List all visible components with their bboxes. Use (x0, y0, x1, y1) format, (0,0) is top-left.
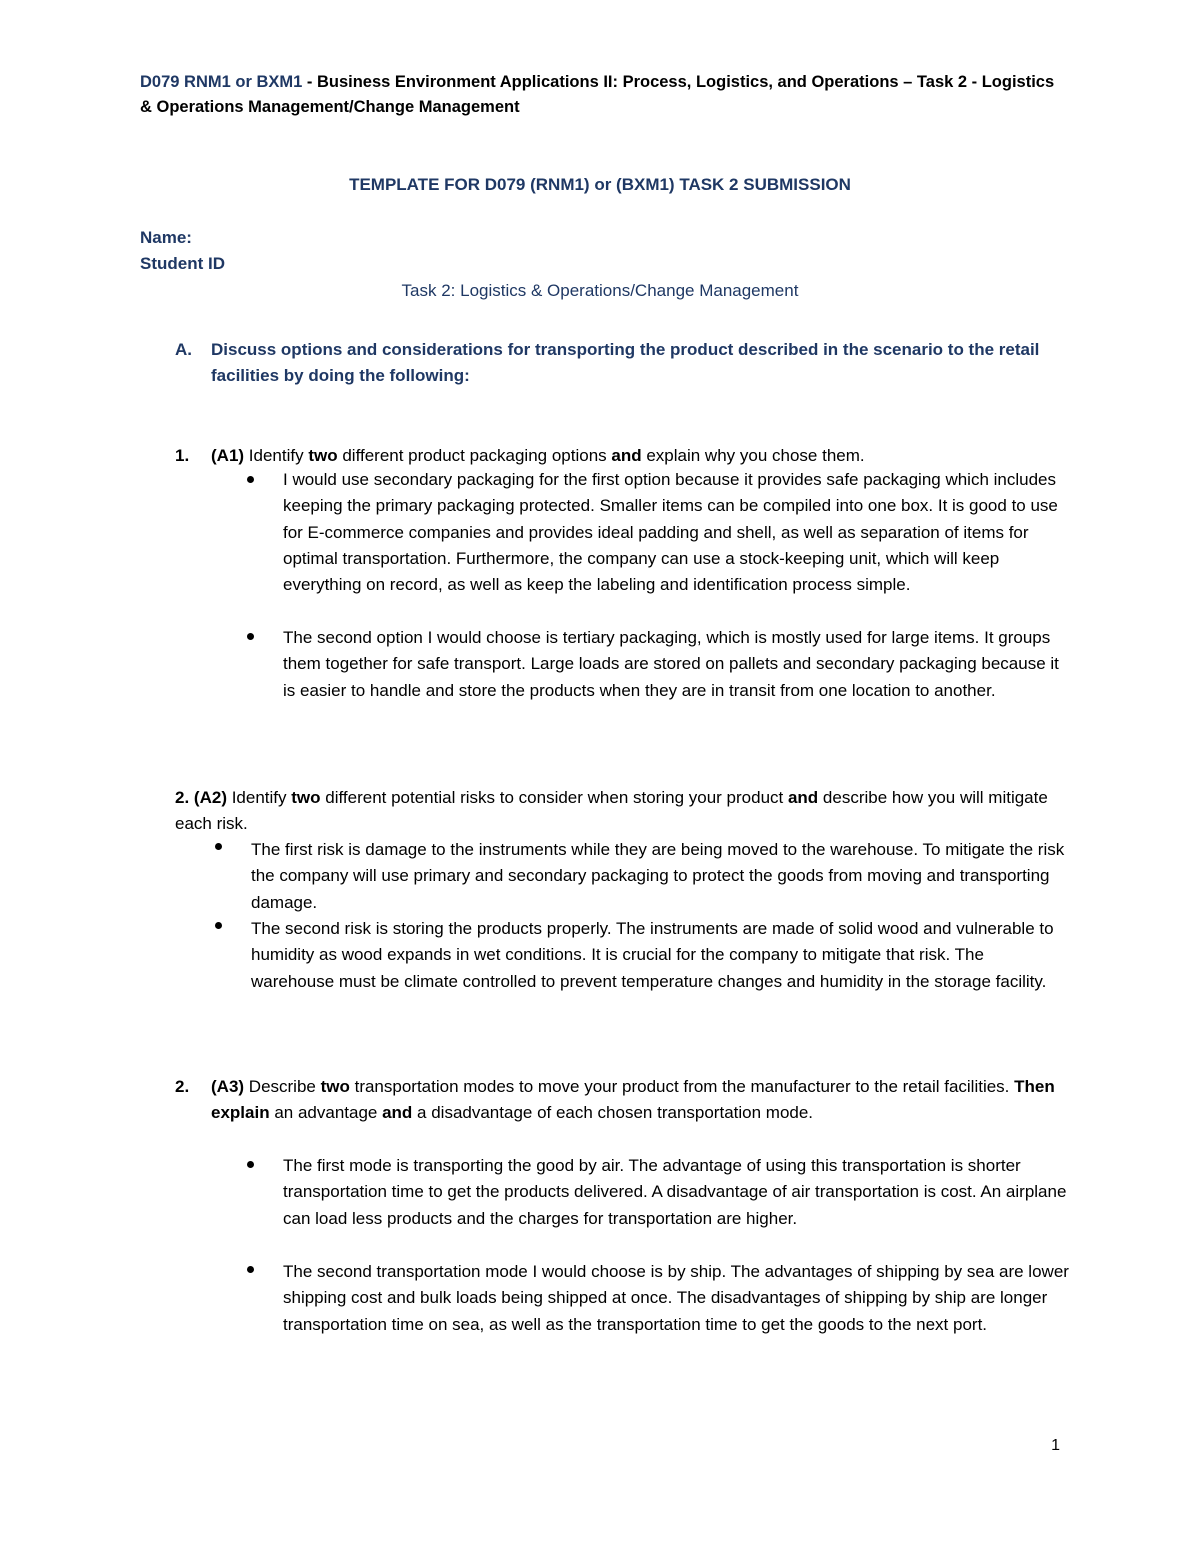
section-a-marker: A. (175, 340, 192, 359)
question-a3 (175, 1074, 1065, 1126)
bullet-icon (247, 1161, 254, 1168)
question-a2: 2. (A2) Identify two different potential risks to consider when storing your product and describe how you will mitigate each risk. (175, 788, 1048, 833)
bullet-icon (215, 922, 222, 929)
q2-bullet-1: The first risk is damage to the instruments while they are being moved to the warehouse. To mitigate the risk the company will use primary and secondary packaging to protect the goods from moving and transporting damage. (251, 840, 1065, 912)
question-a3-text: (A3) Describe two transportation modes to move your product from the manufacturer to the retail facilities. Then explain an advantage and a disadvantage of each chosen transportation mode. (211, 1077, 1055, 1122)
document-header (140, 70, 1065, 120)
course-title: Business Environment Applications II: Process, Logistics, and Operations – Task 2 - Logistics & Operations Management/Change Management (140, 73, 1055, 116)
template-title: TEMPLATE FOR D079 (RNM1) or (BXM1) TASK 2 SUBMISSION (349, 175, 851, 194)
header-separator: - (302, 73, 317, 91)
bullet-icon (247, 633, 254, 640)
section-a (175, 337, 1065, 389)
q3-bullet-1: The first mode is transporting the good by air. The advantage of using this transportation is shorter transportation time to get the products delivered. A disadvantage of air transportation is cost. An airplane can load less products and the charges for transportation are higher. (283, 1156, 1067, 1228)
q2-bullet-2: The second risk is storing the products properly. The instruments are made of solid wood and vulnerable to humidity as wood expands in wet conditions. It is crucial for the company to mitigate that risk. The warehouse must be climate controlled to prevent temperature changes and humidity in the storage facility. (251, 919, 1054, 991)
question-a1 (175, 443, 1065, 469)
course-code: D079 RNM1 or BXM1 (140, 73, 303, 91)
q1-bullet-2: The second option I would choose is tertiary packaging, which is mostly used for large items. It groups them together for safe transport. Large loads are stored on pallets and secondary packaging because it is easier to handle and store the products when they are in transit from one location to another. (283, 628, 1059, 700)
page-number: 1 (1051, 1437, 1060, 1454)
student-id-label: Student ID (140, 254, 225, 273)
question-a1-text: (A1) Identify two different product packaging options and explain why you chose them. (211, 446, 865, 465)
name-label: Name: (140, 228, 192, 247)
bullet-icon (247, 1266, 254, 1273)
bullet-icon (247, 476, 254, 483)
bullet-icon (215, 843, 222, 850)
q1-bullet-1: I would use secondary packaging for the first option because it provides safe packaging which includes keeping the primary packaging protected. Smaller items can be compiled into one box. It is good to use for E-commerce companies and provides ideal padding and shell, as well as separation of items for optimal transportation. Furthermore, the company can use a stock-keeping unit, which will keep everything on record, as well as keep the labeling and identification process simple. (283, 470, 1058, 595)
task-heading: Task 2: Logistics & Operations/Change Management (401, 281, 799, 300)
section-a-text: Discuss options and considerations for transporting the product described in the scenario to the retail facilities by doing the following: (211, 340, 1040, 385)
question-a1-number: 1. (175, 446, 190, 465)
question-a3-number: 2. (175, 1077, 190, 1096)
q3-bullet-2: The second transportation mode I would choose is by ship. The advantages of shipping by sea are lower shipping cost and bulk loads being shipped at once. The disadvantages of shipping by ship are longer transportation time on sea, as well as the transportation time to get the goods to the next port. (283, 1262, 1069, 1334)
